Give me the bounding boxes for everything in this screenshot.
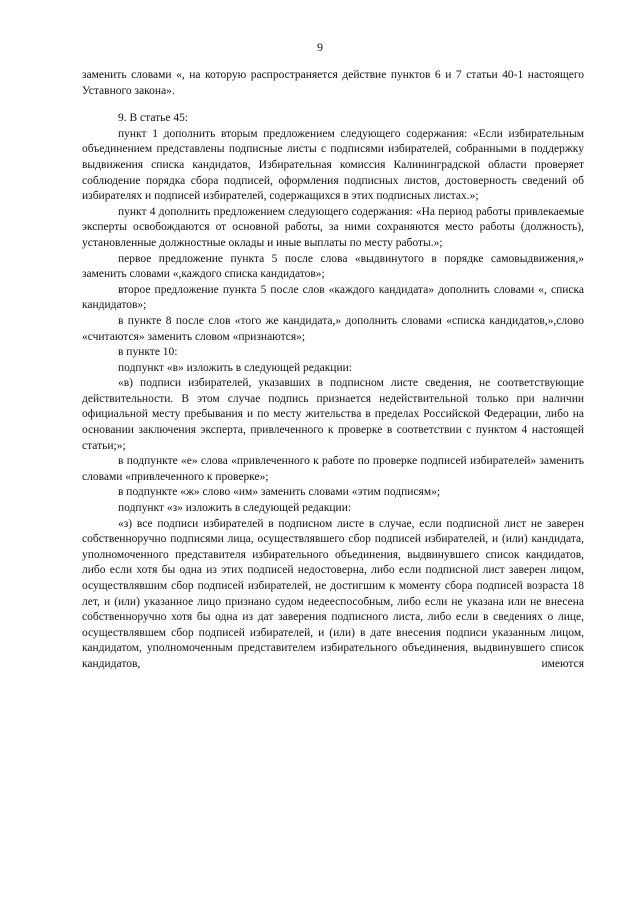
paragraph: в пункте 8 после слов «того же кандидата,» дополнить словами «списка кандидатов,»,слово «считаются» заменить словом «признаются»; bbox=[82, 314, 584, 343]
paragraph: второе предложение пункта 5 после слов «каждого кандидата» дополнить словами «, списка кандидатов»; bbox=[82, 283, 584, 312]
paragraph: первое предложение пункта 5 после слова «выдвинутого в порядке самовыдвижения,» заменить словами «,каждого списка кандидатов»; bbox=[82, 252, 584, 281]
paragraph: пункт 1 дополнить вторым предложением следующего содержания: «Если избирательным объединением представлены подписные листы с подписями избирателей, собранными в поддержку выдвижения списка кандидатов, Избирательная комиссия Калининградской области проверяет соблюдение порядка сбора подписей, оформления подписных листов, достоверность сведений об избирателях и подписей избирателей, содержащихся в этих подписных листах.»; bbox=[82, 127, 584, 203]
document-body bbox=[82, 68, 584, 673]
paragraph: 9. В статье 45: bbox=[118, 112, 189, 125]
paragraph: заменить словами «, на которую распространяется действие пунктов 6 и 7 статьи 40-1 настоящего Уставного закона». bbox=[82, 69, 584, 97]
paragraph: пункт 4 дополнить предложением следующего содержания: «На период работы привлекаемые эксперты освобождаются от основной работы, за ними сохраняются место работы (должность), установленные должностные оклады и иные выплаты по месту работы.»; bbox=[82, 205, 584, 249]
paragraph: подпункт «з» изложить в следующей редакции: bbox=[118, 502, 352, 515]
paragraph: «з) все подписи избирателей в подписном листе в случае, если подписной лист не заверен собственноручно подписями лица, осуществлявшего сбор подписей избирателей, и (или) кандидата, уполномоченного представителя избирательного объединения, выдвинувшего список кандидатов, либо если хотя бы одна из этих подписей недостоверна, либо если подписной лист заверен лицом, осуществлявшим сбор подписей избирателей, не достигшим к моменту сбора подписей возраста 18 лет, и (или) указанное лицо признано судом недееспособным, либо если не указана или не внесена собственноручно хотя бы одна из дат заверения подписного листа, либо если в сведениях о лице, осуществлявшем сбор подписей избирателей, и (или) в дате внесения подписи указанным лицом, кандидатом, уполномоченным представителем избирательного объединения, выдвинувшего список кандидатов, имеются bbox=[82, 517, 584, 670]
paragraph: в подпункте «е» слова «привлеченного к работе по проверке подписей избирателей» заменить словами «привлеченного к проверке»; bbox=[82, 455, 584, 483]
paragraph: «в) подписи избирателей, указавших в подписном листе сведения, не соответствующие действительности. В этом случае подпись признается недействительной только при наличии официальной месту пребывания и по месту жительства в пределах Российской Федерации, либо на основании заключения эксперта, привлеченного к проверке в соответствии с пунктом 4 настоящей статьи;»; bbox=[82, 377, 584, 452]
paragraph: в пункте 10: bbox=[118, 346, 178, 359]
paragraph-spacer bbox=[82, 99, 584, 111]
page-number: 9 bbox=[317, 40, 323, 54]
paragraph: подпункт «в» изложить в следующей редакции: bbox=[118, 361, 352, 374]
paragraph: в подпункте «ж» слово «им» заменить словами «этим подписям»; bbox=[118, 486, 441, 499]
